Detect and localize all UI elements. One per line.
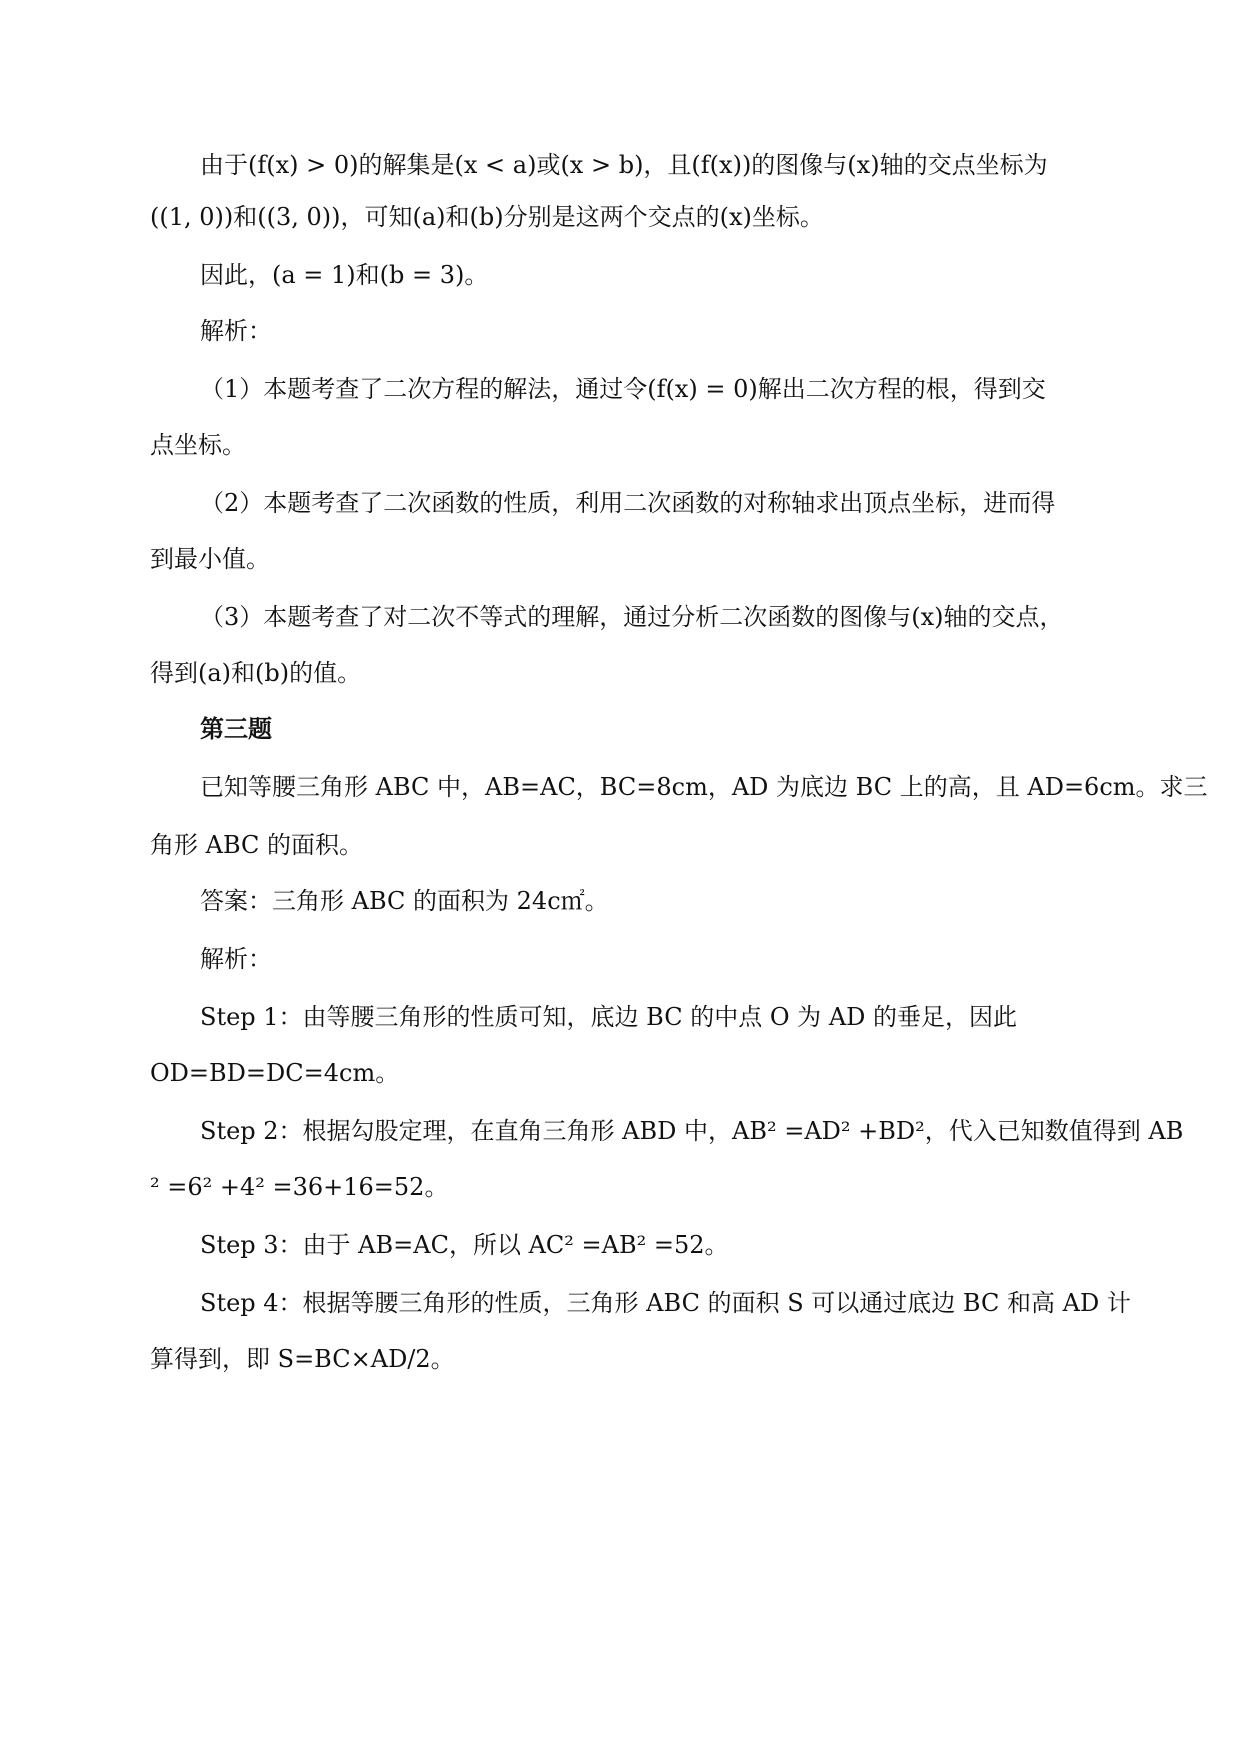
paragraph-line: （3）本题考查了对二次不等式的理解，通过分析二次函数的图像与(x)轴的交点， (200, 603, 1064, 631)
step-line: Step 4：根据等腰三角形的性质，三角形 ABC 的面积 S 可以通过底边 BC 和高 AD 计 (200, 1289, 1131, 1317)
paragraph-line: 得到(a)和(b)的值。 (150, 659, 362, 687)
step-line: Step 1：由等腰三角形的性质可知，底边 BC 的中点 O 为 AD 的垂足，因此 (200, 1003, 1018, 1031)
step-line: 算得到，即 S=BC×AD/2。 (150, 1345, 455, 1373)
step-line: OD=BD=DC=4cm。 (150, 1059, 400, 1087)
paragraph-line: 由于(f(x) > 0)的解集是(x < a)或(x > b)，且(f(x))的图像与(x)轴的交点坐标为 (200, 151, 1048, 179)
question-heading: 第三题 (200, 714, 272, 743)
paragraph-line: 已知等腰三角形 ABC 中，AB=AC，BC=8cm，AD 为底边 BC 上的高，且 AD=6cm。求三 (200, 773, 1208, 801)
paragraph-line: 到最小值。 (150, 545, 270, 573)
section-label: 解析： (200, 945, 272, 973)
step-line: ² =6² +4² =36+16=52。 (150, 1173, 449, 1201)
step-line: Step 2：根据勾股定理，在直角三角形 ABD 中，AB² =AD² +BD²，代入已知数值得到 AB (200, 1117, 1184, 1145)
paragraph-line: （1）本题考查了二次方程的解法，通过令(f(x) = 0)解出二次方程的根，得到交 (200, 375, 1046, 403)
section-label: 解析： (200, 317, 272, 345)
paragraph-line: 角形 ABC 的面积。 (150, 831, 364, 859)
paragraph-line: 因此，(a = 1)和(b = 3)。 (200, 261, 489, 289)
paragraph-line: （2）本题考查了二次函数的性质，利用二次函数的对称轴求出顶点坐标，进而得 (200, 489, 1056, 517)
answer-line: 答案：三角形 ABC 的面积为 24c㎡。 (200, 887, 609, 915)
paragraph-line: ((1, 0))和((3, 0))，可知(a)和(b)分别是这两个交点的(x)坐标。 (150, 203, 824, 231)
step-line: Step 3：由于 AB=AC，所以 AC² =AB² =52。 (200, 1231, 729, 1259)
paragraph-line: 点坐标。 (150, 431, 246, 459)
